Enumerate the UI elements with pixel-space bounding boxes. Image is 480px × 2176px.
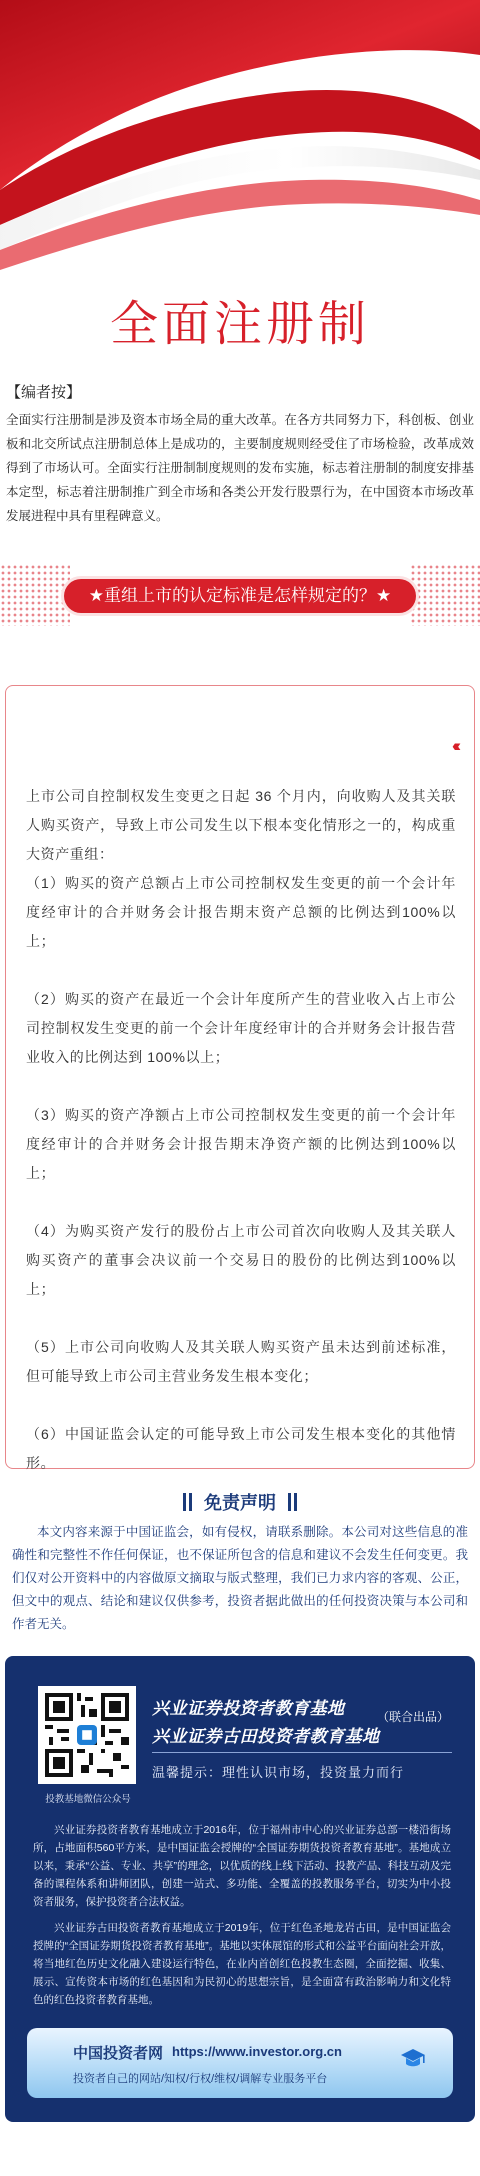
warm-tip: 温馨提示：理性认识市场，投资量力而行 [152, 1765, 405, 1780]
disclaimer-title [0, 1489, 480, 1515]
hero-header [0, 0, 480, 370]
page-title: 全面注册制 [109, 296, 370, 352]
base-name-2: 兴业证券古田投资者教育基地 [152, 1727, 380, 1746]
answer-item: （1）购买的资产总额占上市公司控制权发生变更的前一个会计年度经审计的合并财务会计报告期末资产总额的比例达到100%以上； [26, 875, 456, 949]
answer-item: （6）中国证监会认定的可能导致上市公司发生根本变化的其他情形。 [26, 1426, 456, 1471]
question-banner-zone [0, 560, 480, 630]
title-bar-left-2 [189, 1493, 192, 1511]
qr-code-image[interactable] [38, 1686, 136, 1784]
question-banner: ★重组上市的认定标准是怎样规定的？★ [64, 579, 416, 613]
editor-note [6, 382, 474, 528]
graduation-cap-icon [399, 2044, 427, 2072]
site-name: 中国投资者网 [73, 2044, 164, 2062]
answer-card [5, 685, 475, 1469]
base-intro-2: 兴业证券古田投资者教育基地成立于2019年，位于红色圣地龙岩古田，是中国证监会授牌的“全国证券期货投资者教育基地”。基地以实体展馆的形式和公益平台面向社会开放，将当地红色历史文化融入建设运行特色，在业内首创红色投教生态圈，全面挖掘、收集、展示、宣传资本市场的红色基因和为民初心的思想宗旨，是全面富有政治影响力和文化特色的红色投资者教育基地。 [33, 1922, 451, 2006]
site-tagline: 投资者自己的网站/知权/行权/维权/调解专业服务平台 [73, 2073, 328, 2085]
qr-code-icon [41, 1689, 133, 1781]
qr-caption: 投教基地微信公众号 [45, 1794, 131, 1805]
title-bar-right [288, 1493, 291, 1511]
base-name-1: 兴业证券投资者教育基地 [152, 1699, 345, 1718]
answer-item: （4）为购买资产发行的股份占上市公司首次向收购人及其关联人购买资产的董事会决议前一个交易日的股份的比例达到100%以上； [26, 1223, 456, 1297]
site-url-link[interactable]: https://www.investor.org.cn [172, 2044, 342, 2059]
footer-panel [5, 1656, 475, 2122]
disclaimer-body: 本文内容来源于中国证监会，如有侵权，请联系删除。本公司对这些信息的准确性和完整性不作任何保证，也不保证所包含的信息和建议不会发生任何变更。我们仅对公开资料中的内容做原文摘取与版式整理，我们已力求内容的客观、公正，但文中的观点、结论和建议仅供参考，投资者据此做出的任何投资决策与本公司和作者无关。 [12, 1525, 468, 1631]
dot-pattern-left [0, 564, 70, 626]
base-intro-1: 兴业证券投资者教育基地成立于2016年，位于福州市中心的兴业证券总部一楼沿街场所，占地面积560平方米，是中国证监会授牌的“全国证券期货投资者教育基地”。基地成立以来，秉承“公益、专业、共享”的理念，以优质的线上线下活动、投教产品、科技互动及完备的课程体系和讲师团队，创建一站式、多功能、全覆盖的投教服务平台，切实为中小投资者服务，保护投资者合法权益。 [33, 1824, 451, 1908]
answer-item: （3）购买的资产净额占上市公司控制权发生变更的前一个会计年度经审计的合并财务会计报告期末净资产额的比例达到100%以上； [26, 1107, 456, 1181]
editor-note-heading: 【编者按】 [6, 384, 82, 401]
dot-pattern-right [410, 564, 480, 626]
answer-lead: 上市公司自控制权发生变更之日起 36 个月内，向收购人及其关联人购买资产，导致上市公司发生以下根本变化情形之一的，构成重大资产重组： [26, 788, 456, 862]
answer-item: （2）购买的资产在最近一个会计年度所产生的营业收入占上市公司控制权发生变更的前一个会计年度经审计的合并财务会计报告营业收入的比例达到 100%以上； [26, 991, 456, 1065]
answer-item: （5）上市公司向收购人及其关联人购买资产虽未达到前述标准，但可能导致上市公司主营业务发生根本变化； [26, 1339, 456, 1384]
answer-text [26, 782, 456, 1507]
divider [152, 1752, 452, 1753]
title-bar-right-2 [294, 1493, 297, 1511]
chevron-left-icon: ‹‹‹‹‹‹ [452, 736, 456, 755]
joint-production-label: （联合出品） [377, 1710, 450, 1724]
investor-site-banner[interactable] [27, 2028, 453, 2098]
title-bar-left [183, 1493, 186, 1511]
disclaimer-title-text: 免责声明 [204, 1493, 276, 1514]
editor-note-body: 全面实行注册制是涉及资本市场全局的重大改革。在各方共同努力下，科创板、创业板和北交所试点注册制总体上是成功的，主要制度规则经受住了市场检验，改革成效得到了市场认可。全面实行注册制制度规则的发布实施，标志着注册制的制度安排基本定型，标志着注册制推广到全市场和各类公开发行股票行为，在中国资本市场改革发展进程中具有里程碑意义。 [6, 413, 474, 523]
